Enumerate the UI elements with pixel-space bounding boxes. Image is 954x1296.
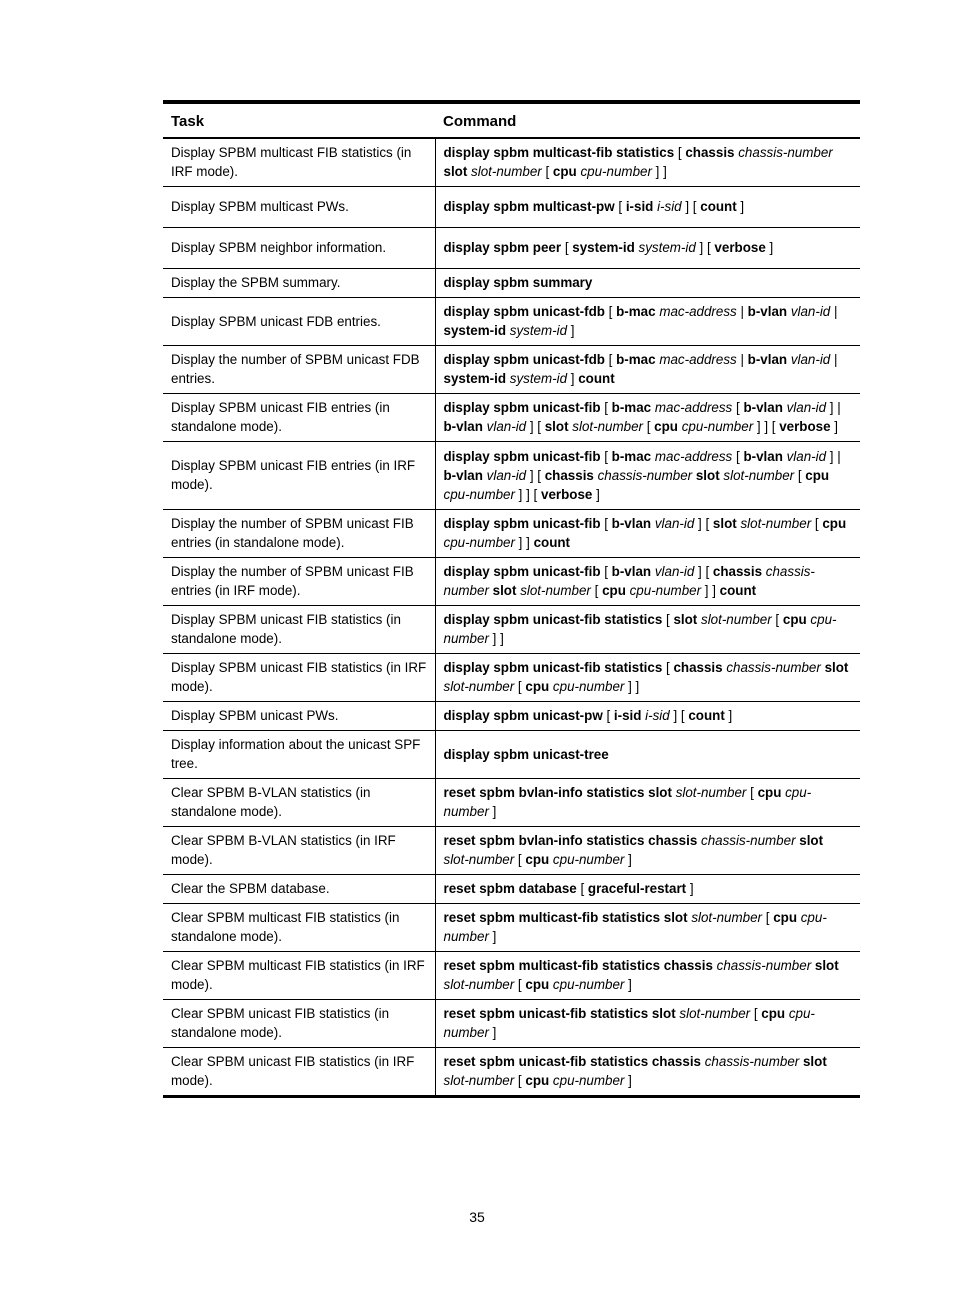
command-syntax: ] [624, 977, 632, 992]
command-syntax: ] [686, 881, 694, 896]
command-argument: cpu-number [552, 852, 625, 867]
command-keyword: cpu [525, 679, 550, 694]
command-syntax: ] ] [701, 583, 720, 598]
page-number: 35 [469, 1209, 485, 1225]
command-keyword: cpu [782, 612, 807, 627]
command-keyword: cpu [525, 1073, 550, 1088]
command-keyword: b-vlan [611, 516, 652, 531]
command-keyword: b-vlan [743, 448, 783, 464]
command-keyword: slot [712, 516, 737, 531]
table-row [163, 138, 860, 187]
table-row [163, 442, 860, 510]
task-cell: Display the number of SPBM unicast FDB entries. [163, 346, 435, 394]
task-cell: Clear SPBM multicast FIB statistics (in standalone mode). [163, 904, 435, 952]
task-cell: Clear SPBM B-VLAN statistics (in IRF mode). [163, 827, 435, 875]
command-syntax: ] | [826, 448, 841, 464]
command-argument: chassis-number [726, 660, 821, 675]
command-syntax: [ [541, 164, 553, 179]
task-cell: Display information about the unicast SPF tree. [163, 731, 435, 779]
command-keyword: display spbm unicast-fib [443, 516, 601, 531]
command-argument: i-sid [645, 708, 670, 723]
task-cell: Clear SPBM unicast FIB statistics (in standalone mode). [163, 1000, 435, 1048]
command-syntax: ] ] [488, 631, 504, 646]
command-keyword: b-mac [616, 304, 656, 319]
command-argument: cpu-number [552, 1073, 625, 1088]
table-row [163, 731, 860, 779]
command-syntax: ] [724, 708, 733, 723]
task-cell: Display the number of SPBM unicast FIB entries (in IRF mode). [163, 558, 435, 606]
table-row [163, 952, 860, 1000]
command-cell [435, 731, 860, 779]
command-cell [435, 952, 860, 1000]
command-keyword: display spbm unicast-fdb [443, 304, 605, 319]
task-cell: Display SPBM unicast FIB entries (in IRF mode). [163, 442, 435, 510]
command-cell [435, 1048, 860, 1097]
command-syntax: [ [561, 240, 573, 255]
command-argument: cpu-number [681, 419, 754, 434]
command-keyword: display spbm unicast-fib [443, 448, 601, 464]
command-syntax: [ [642, 419, 655, 434]
task-cell: Clear SPBM B-VLAN statistics (in standalone mode). [163, 779, 435, 827]
command-syntax: ] [ [694, 564, 713, 579]
command-argument: slot-number [691, 910, 763, 925]
table-row [163, 606, 860, 654]
table-row [163, 346, 860, 394]
command-syntax: [ [600, 516, 612, 531]
command-argument: cpu-number [552, 977, 625, 992]
command-argument: slot-number [471, 164, 542, 179]
table-row [163, 394, 860, 442]
task-cell: Display the number of SPBM unicast FIB entries (in standalone mode). [163, 510, 435, 558]
task-cell: Display SPBM multicast PWs. [163, 187, 435, 228]
table-header-row [163, 102, 860, 138]
task-cell: Display SPBM unicast FIB statistics (in standalone mode). [163, 606, 435, 654]
command-syntax: ] ] [ [514, 486, 541, 502]
command-keyword: cpu [552, 164, 577, 179]
command-syntax: | [830, 352, 838, 367]
command-syntax: ] [ [695, 240, 715, 255]
table-row [163, 1048, 860, 1097]
header-task: Task [163, 102, 435, 138]
table-row [163, 187, 860, 228]
command-keyword: reset spbm unicast-fib statistics chassis [443, 1054, 701, 1069]
table-row [163, 875, 860, 904]
command-keyword: chassis [673, 660, 723, 675]
command-keyword: slot [492, 583, 517, 598]
command-keyword: slot [695, 467, 720, 483]
command-syntax: ] [ [669, 708, 689, 723]
command-argument: slot-number [443, 852, 515, 867]
command-keyword: verbose [714, 240, 766, 255]
task-cell: Display SPBM unicast FDB entries. [163, 298, 435, 346]
command-argument: cpu-number [552, 679, 625, 694]
command-syntax: [ [602, 708, 614, 723]
command-argument: chassis-number [443, 564, 815, 598]
command-syntax: ] [567, 371, 579, 386]
command-argument: vlan-id [486, 419, 527, 434]
command-keyword: reset spbm unicast-fib statistics slot [443, 1006, 676, 1021]
command-argument: mac-address [654, 400, 733, 415]
command-keyword: count [719, 583, 757, 598]
command-syntax: [ [614, 199, 626, 214]
command-syntax: ] [567, 323, 575, 338]
command-keyword: display spbm multicast-pw [443, 199, 615, 214]
command-keyword: graceful-restart [587, 881, 687, 896]
command-keyword: system-id [443, 323, 507, 338]
command-syntax: ] | [826, 400, 841, 415]
task-cell: Clear SPBM unicast FIB statistics (in IRF mode). [163, 1048, 435, 1097]
command-cell [435, 187, 860, 228]
command-cell [435, 558, 860, 606]
command-keyword: b-vlan [747, 352, 788, 367]
command-keyword: display spbm unicast-fdb [443, 352, 605, 367]
command-syntax: | [830, 304, 838, 319]
command-syntax: [ [732, 400, 744, 415]
command-keyword: b-mac [616, 352, 656, 367]
command-keyword: display spbm unicast-fib [443, 400, 601, 415]
command-keyword: cpu [773, 910, 797, 925]
command-keyword: system-id [443, 371, 507, 386]
command-keyword: slot [544, 419, 569, 434]
command-syntax: [ [750, 1006, 762, 1021]
table-body [163, 138, 860, 1097]
command-keyword: display spbm summary [443, 275, 593, 290]
command-keyword: display spbm unicast-tree [443, 746, 609, 762]
command-keyword: slot [673, 612, 698, 627]
task-cell: Display SPBM neighbor information. [163, 228, 435, 269]
command-syntax: ] [624, 852, 632, 867]
command-keyword: slot [814, 958, 839, 973]
command-argument: cpu-number [443, 910, 827, 944]
command-keyword: count [700, 199, 737, 214]
command-table [163, 100, 860, 1098]
command-syntax: [ [514, 977, 526, 992]
command-argument: slot-number [520, 583, 591, 598]
command-cell [435, 654, 860, 702]
table-row [163, 779, 860, 827]
table-row [163, 269, 860, 298]
command-keyword: display spbm multicast-fib statistics [443, 145, 675, 160]
command-keyword: display spbm peer [443, 240, 562, 255]
command-keyword: reset spbm multicast-fib statistics slot [443, 910, 688, 925]
command-keyword: b-vlan [611, 564, 652, 579]
command-argument: system-id [509, 323, 568, 338]
command-keyword: cpu [654, 419, 678, 434]
command-syntax: ] [ [526, 419, 545, 434]
command-keyword: display spbm unicast-fib statistics [443, 660, 663, 675]
command-argument: cpu-number [443, 612, 837, 646]
command-argument: cpu-number [443, 1006, 815, 1040]
command-syntax: ] [ [526, 467, 545, 483]
command-keyword: display spbm unicast-fib statistics [443, 612, 663, 627]
command-keyword: b-mac [611, 400, 652, 415]
table-row [163, 228, 860, 269]
command-syntax: ] [488, 1025, 497, 1040]
command-cell [435, 702, 860, 731]
command-argument: mac-address [659, 304, 737, 319]
command-argument: slot-number [443, 679, 515, 694]
command-cell [435, 606, 860, 654]
table-row [163, 654, 860, 702]
command-cell [435, 269, 860, 298]
command-keyword: cpu [761, 1006, 786, 1021]
command-keyword: slot [824, 660, 849, 675]
command-argument: mac-address [659, 352, 737, 367]
command-keyword: verbose [779, 419, 831, 434]
command-syntax: | [736, 352, 748, 367]
command-syntax: [ [732, 448, 744, 464]
command-argument: cpu-number [443, 785, 812, 819]
command-syntax: ] [624, 1073, 632, 1088]
command-syntax: [ [514, 1073, 526, 1088]
command-syntax: ] [592, 486, 600, 502]
command-syntax: [ [514, 679, 526, 694]
command-keyword: chassis [544, 467, 594, 483]
command-argument: vlan-id [790, 352, 831, 367]
command-argument: slot-number [572, 419, 643, 434]
command-argument: slot-number [675, 785, 747, 800]
command-keyword: display spbm unicast-fib [443, 564, 601, 579]
table-row [163, 510, 860, 558]
command-argument: vlan-id [786, 448, 827, 464]
command-argument: i-sid [657, 199, 682, 214]
task-cell: Display SPBM multicast FIB statistics (in IRF mode). [163, 138, 435, 187]
task-cell: Display the SPBM summary. [163, 269, 435, 298]
command-keyword: system-id [572, 240, 635, 255]
command-cell [435, 228, 860, 269]
command-keyword: b-vlan [747, 304, 788, 319]
command-keyword: b-vlan [443, 419, 483, 434]
command-keyword: reset spbm database [443, 881, 577, 896]
table-row [163, 827, 860, 875]
table-row [163, 904, 860, 952]
command-syntax: ] [ [694, 516, 713, 531]
command-argument: slot-number [443, 977, 515, 992]
command-keyword: b-vlan [443, 467, 483, 483]
command-syntax: ] ] [ [753, 419, 780, 434]
command-argument: slot-number [723, 467, 795, 483]
command-syntax: [ [746, 785, 758, 800]
table-row [163, 558, 860, 606]
command-argument: slot-number [679, 1006, 751, 1021]
command-syntax: | [736, 304, 748, 319]
command-argument: cpu-number [443, 535, 515, 550]
command-keyword: reset spbm multicast-fib statistics chassis [443, 958, 713, 973]
command-argument: slot-number [443, 1073, 515, 1088]
command-syntax: ] [ [681, 199, 701, 214]
command-keyword: slot [799, 833, 824, 848]
command-keyword: cpu [822, 516, 847, 531]
command-keyword: cpu [525, 852, 550, 867]
command-keyword: cpu [805, 467, 830, 483]
task-cell: Display SPBM unicast FIB statistics (in IRF mode). [163, 654, 435, 702]
command-argument: cpu-number [443, 486, 515, 502]
command-syntax: ] [736, 199, 745, 214]
command-argument: system-id [638, 240, 696, 255]
command-syntax: [ [762, 910, 774, 925]
command-keyword: cpu [602, 583, 626, 598]
command-syntax: ] [488, 929, 497, 944]
command-syntax: [ [771, 612, 783, 627]
table-row [163, 298, 860, 346]
command-syntax: [ [811, 516, 823, 531]
command-argument: vlan-id [790, 304, 831, 319]
command-syntax: [ [604, 304, 617, 319]
command-keyword: reset spbm bvlan-info statistics slot [443, 785, 672, 800]
command-cell [435, 779, 860, 827]
command-keyword: b-mac [611, 448, 652, 464]
command-syntax: ] ] [514, 535, 534, 550]
command-argument: chassis-number [597, 467, 693, 483]
command-keyword: cpu [525, 977, 550, 992]
command-keyword: slot [802, 1054, 827, 1069]
command-keyword: chassis [712, 564, 763, 579]
task-cell: Display SPBM unicast PWs. [163, 702, 435, 731]
command-syntax: ] [765, 240, 774, 255]
command-syntax: [ [600, 448, 612, 464]
command-cell [435, 442, 860, 510]
task-cell: Clear SPBM multicast FIB statistics (in IRF mode). [163, 952, 435, 1000]
command-keyword: count [578, 371, 615, 386]
command-cell [435, 394, 860, 442]
command-syntax: ] [488, 804, 497, 819]
command-cell [435, 875, 860, 904]
command-syntax: [ [662, 660, 674, 675]
task-cell: Clear the SPBM database. [163, 875, 435, 904]
command-keyword: count [533, 535, 571, 550]
command-syntax: [ [662, 612, 674, 627]
command-cell [435, 510, 860, 558]
command-cell [435, 1000, 860, 1048]
command-syntax: [ [576, 881, 588, 896]
command-argument: chassis-number [738, 145, 833, 160]
command-syntax: [ [600, 400, 612, 415]
command-argument: vlan-id [486, 467, 527, 483]
command-syntax: ] [830, 419, 839, 434]
command-argument: mac-address [654, 448, 733, 464]
command-syntax: ] ] [624, 679, 640, 694]
command-argument: vlan-id [786, 400, 827, 415]
command-keyword: verbose [541, 486, 593, 502]
command-syntax: [ [590, 583, 603, 598]
command-argument: vlan-id [654, 516, 695, 531]
table-row [163, 1000, 860, 1048]
command-argument: chassis-number [716, 958, 812, 973]
command-syntax: [ [600, 564, 612, 579]
command-cell [435, 346, 860, 394]
command-cell [435, 904, 860, 952]
table-row [163, 702, 860, 731]
command-syntax: [ [674, 145, 686, 160]
command-argument: chassis-number [704, 1054, 800, 1069]
command-keyword: chassis [685, 145, 735, 160]
command-keyword: i-sid [613, 708, 642, 723]
command-keyword: b-vlan [743, 400, 783, 415]
command-argument: system-id [509, 371, 568, 386]
command-cell [435, 138, 860, 187]
command-keyword: reset spbm bvlan-info statistics chassis [443, 833, 698, 848]
command-syntax: [ [604, 352, 617, 367]
command-argument: cpu-number [629, 583, 702, 598]
task-cell: Display SPBM unicast FIB entries (in standalone mode). [163, 394, 435, 442]
command-cell [435, 298, 860, 346]
command-syntax: ] ] [651, 164, 667, 179]
command-cell [435, 827, 860, 875]
command-keyword: slot [443, 164, 468, 179]
command-syntax: [ [514, 852, 526, 867]
command-syntax: [ [794, 467, 806, 483]
command-argument: vlan-id [654, 564, 695, 579]
command-argument: cpu-number [580, 164, 652, 179]
header-command: Command [435, 102, 860, 138]
command-keyword: cpu [757, 785, 782, 800]
command-keyword: display spbm unicast-pw [443, 708, 603, 723]
command-argument: slot-number [701, 612, 772, 627]
command-keyword: i-sid [625, 199, 654, 214]
command-argument: chassis-number [701, 833, 796, 848]
command-keyword: count [688, 708, 725, 723]
command-argument: slot-number [740, 516, 812, 531]
